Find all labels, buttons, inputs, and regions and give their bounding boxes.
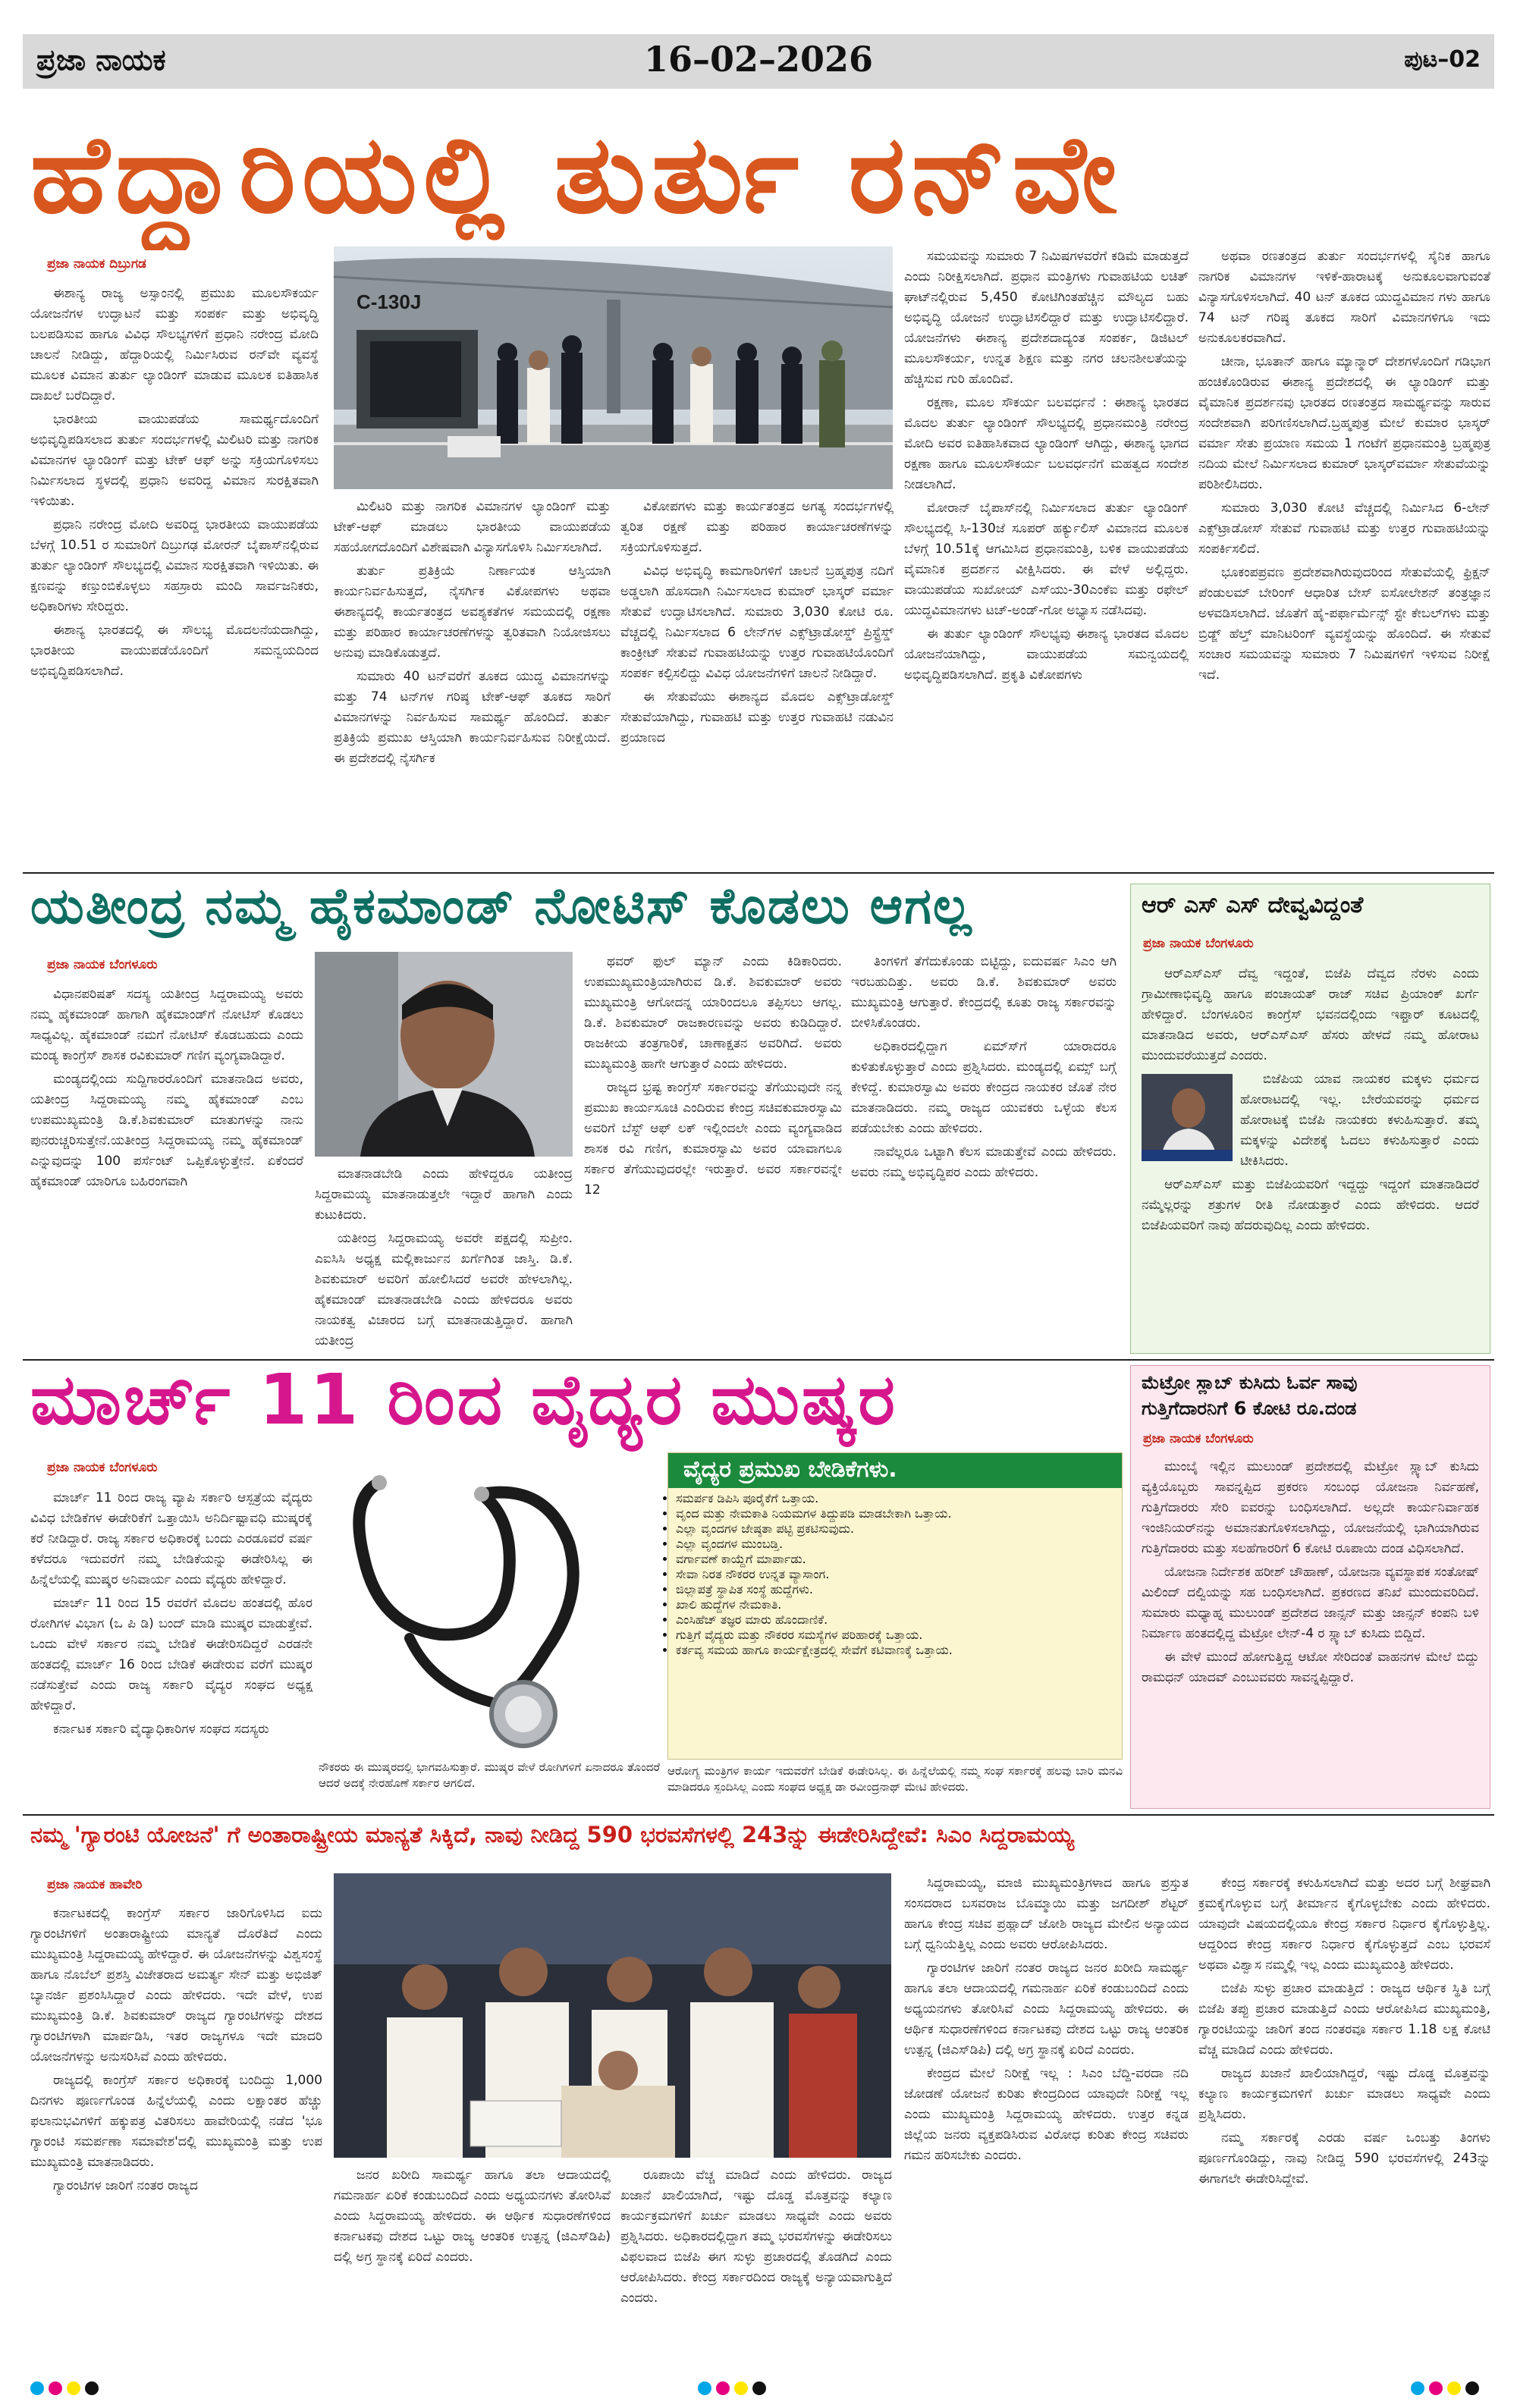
story4-col2	[319, 1760, 660, 1807]
story6-col5-p2: ಬಿಜೆಪಿ ಸುಳ್ಳು ಪ್ರಚಾರ ಮಾಡುತ್ತಿದೆ : ರಾಜ್ಯದ ಆರ್ಥಿಕ ಸ್ಥಿತಿ ಬಗ್ಗೆ ಬಿಜೆಪಿ ತಪ್ಪು ಪ್ರಚಾರ ಮಾಡುತ್ತಿದೆ ಎಂದು ಆರೋಪಿಸಿದ ಮುಖ್ಯಮಂತ್ರಿ, ಗ್ಯಾರಂಟಿಯನ್ನು ಜಾರಿಗೆ ತಂದ ನಂತರವೂ ಸರ್ಕಾರ 1.18 ಲಕ್ಷ ಕೋಟಿ ವೆಚ್ಚ ಮಾಡಿದೆ ಎಂದು ಹೇಳಿದರು.	[1198, 1981, 1490, 2058]
story1-col4-p2: ರಕ್ಷಣಾ, ಮೂಲ ಸೌಕರ್ಯ ಬಲವರ್ಧನೆ : ಈಶಾನ್ಯ ಭಾರತದ ಮೊದಲ ತುರ್ತು ಲ್ಯಾಂಡಿಂಗ್ ಸೌಲಭ್ಯದಲ್ಲಿ ಪ್ರಧಾನಮಂತ್ರಿ ನರೇಂದ್ರ ಮೋದಿ ಅವರ ಐತಿಹಾಸಿಕವಾದ ಲ್ಯಾಂಡಿಂಗ್ ಆಗಿದ್ದು, ಈಶಾನ್ಯ ಭಾಗದ ರಕ್ಷಣಾ ಹಾಗೂ ಮೂಲಸೌಕರ್ಯ ಬಲವರ್ಧನೆಗೆ ಮಹತ್ವದ ಸಂದೇಶ ನೀಡಲಾಗಿದೆ.	[904, 395, 1189, 492]
registration-marks-right	[1411, 2381, 1484, 2398]
yellow-dot-icon	[734, 2381, 748, 2395]
story6-col2	[334, 2165, 611, 2374]
story1-col1-p4: ಈಶಾನ್ಯ ಭಾರತದಲ್ಲಿ ಈ ಸೌಲಭ್ಯ ಮೊದಲನೆಯದಾಗಿದ್ದು, ಭಾರತೀಯ ವಾಯುಪಡೆಯೊಂದಿಗೆ ಸಮನ್ವಯದಿಂದ ಅಭಿವೃದ್ಧಿಪಡಿಸಲಾಗಿದೆ.	[30, 623, 319, 679]
issue-date: 16–02–2026	[643, 39, 874, 80]
black-dot-icon	[752, 2381, 766, 2395]
story2-col3	[584, 952, 842, 1354]
cyan-dot-icon	[698, 2381, 711, 2395]
story1-col5-p3: ಸುಮಾರು 3,030 ಕೋಟಿ ವೆಚ್ಚದಲ್ಲಿ ನಿರ್ಮಿಸಿದ 6-ಲೇನ್ ಎಕ್ಸ್‌ಟ್ರಾಡೋಸ್ ಸೇತುವೆ ಗುವಾಹಟಿ ಮತ್ತು ಉತ್ತರ ಗುವಾಹಟಿಯನ್ನು ಸಂಪರ್ಕಿಸಲಿದೆ.	[1198, 501, 1490, 557]
story4-demands-title: ವೈದ್ಯರ ಪ್ರಮುಖ ಬೇಡಿಕೆಗಳು.	[668, 1453, 1122, 1488]
story4-byline: ಪ್ರಜಾ ನಾಯಕ ಬೆಂಗಳೂರು	[47, 1460, 158, 1475]
story2-col3-p2: ರಾಜ್ಯದ ಭ್ರಷ್ಟ ಕಾಂಗ್ರೆಸ್ ಸರ್ಕಾರವನ್ನು ತೆಗೆಯುವುದೇ ನನ್ನ ಪ್ರಮುಖ ಕಾರ್ಯಸೂಚಿ ಎಂದಿರುವ ಕೇಂದ್ರ ಸಚಿವಕುಮಾರಸ್ವಾಮಿ ಅವರಿಗೆ ಬೆಸ್ಟ್ ಆಫ್ ಲಕ್ ಇಲ್ಲಿಂದಲೇ ಎಂದು ವ್ಯಂಗ್ಯವಾಡಿದ ಶಾಸಕ ರವಿ ಗಣಿಗ, ಕುಮಾರಸ್ವಾಮಿ ಅವರ ಯಾವಾಗಲೂ ಸರ್ಕಾರ ತೆಗೆಯುವುದರಲ್ಲೇ ಇರುತ್ತಾರೆ. ಅವರ ಸರ್ಕಾರವನ್ನೇ 12	[584, 1080, 842, 1198]
stethoscope-icon	[319, 1452, 660, 1756]
story1-col5	[1198, 246, 1490, 868]
portrait-illustration	[315, 952, 573, 1157]
story5-headline-line2: ಗುತ್ತಿಗೆದಾರನಿಗೆ 6 ಕೋಟಿ ರೂ.ದಂಡ	[1142, 1398, 1357, 1419]
story6-col1-p2: ರಾಜ್ಯದಲ್ಲಿ ಕಾಂಗ್ರೆಸ್ ಸರ್ಕಾರ ಅಧಿಕಾರಕ್ಕೆ ಬಂದಿದ್ದು 1,000 ದಿನಗಳು ಪೂರ್ಣಗೊಂಡ ಹಿನ್ನೆಲೆಯಲ್ಲಿ ಎಂದು ಲಕ್ಷಾಂತರ ಹೆಚ್ಚು ಫಲಾನುಭವಿಗಳಿಗೆ ಹಕ್ಕುಪತ್ರ ವಿತರಿಸಲು ಹಾವೇರಿಯಲ್ಲಿ ನಡೆದ 'ಭೂ ಗ್ಯಾರಂಟಿ ಸಮರ್ಪಣಾ ಸಮಾವೇಶ'ದಲ್ಲಿ ಮುಖ್ಯಮಂತ್ರಿ ಮತ್ತು ಉಪ ಮುಖ್ಯಮಂತ್ರಿ ಮಾತನಾಡಿದರು.	[30, 2073, 322, 2170]
story2-col4-p3: ನಾವೆಲ್ಲರೂ ಒಟ್ಟಾಗಿ ಕೆಲಸ ಮಾಡುತ್ತೇವೆ ಎಂದು ಹೇಳಿದರು. ಅವರು ನಮ್ಮ ಅಭಿವೃದ್ಧಿಪರ ಎಂದು ಹೇಳಿದರು.	[851, 1144, 1117, 1180]
story6-col1-p1: ಕರ್ನಾಟಕದಲ್ಲಿ ಕಾಂಗ್ರೆಸ್ ಸರ್ಕಾರ ಜಾರಿಗೊಳಿಸಿದ ಐದು ಗ್ಯಾರಂಟಿಗಳಿಗೆ ಅಂತಾರಾಷ್ಟ್ರೀಯ ಮಾನ್ಯತೆ ದೊರೆತಿದೆ ಎಂದು ಮುಖ್ಯಮಂತ್ರಿ ಸಿದ್ದರಾಮಯ್ಯ ಹೇಳಿದ್ದಾರೆ. ಈ ಯೋಜನೆಗಳನ್ನು ವಿಶ್ವಸಂಸ್ಥೆ ಹಾಗೂ ನೊಬೆಲ್ ಪ್ರಶಸ್ತಿ ವಿಜೇತರಾದ ಅಮರ್ತ್ಯ ಸೇನ್ ಮತ್ತು ಅಭಿಜಿತ್ ಬ್ಯಾನರ್ಜಿ ಪ್ರಶಂಸಿಸಿದ್ದಾರೆ ಎಂದು ಹೇಳಿದರು. ಇದೇ ವೇಳೆ, ಉಪ ಮುಖ್ಯಮಂತ್ರಿ ಡಿ.ಕೆ. ಶಿವಕುಮಾರ್ ರಾಜ್ಯದ ಗ್ಯಾರಂಟಿಗಳನ್ನು ದೇಶದ ಗ್ಯಾರಂಟಿಗಳಾಗಿ ಮಾರ್ಪಡಿಸಿ, ಇತರ ರಾಜ್ಯಗಳೂ ಇದೇ ಮಾದರಿ ಯೋಜನೆಗಳನ್ನು ಅನುಸರಿಸಿವೆ ಎಂದು ಹೇಳಿದರು.	[30, 1906, 322, 2064]
story6-col4	[904, 1873, 1189, 2374]
cyan-dot-icon	[1411, 2381, 1424, 2395]
story4-col1-p1: ಮಾರ್ಚ್ 11 ರಿಂದ ರಾಜ್ಯ ವ್ಯಾಪಿ ಸರ್ಕಾರಿ ಆಸ್ಪತ್ರೆಯ ವೈದ್ಯರು ವಿವಿಧ ಬೇಡಿಕೆಗಳ ಈಡೇರಿಕೆಗೆ ಒತ್ತಾಯಿಸಿ ಅನಿರ್ದಿಷ್ಟಾವಧಿ ಮುಷ್ಕರಕ್ಕೆ ಕರೆ ನೀಡಿದ್ದಾರೆ. ರಾಜ್ಯ ಸರ್ಕಾರ ಅಧಿಕಾರಕ್ಕೆ ಬಂದು ಎರಡೂವರೆ ವರ್ಷ ಕಳೆದರೂ ಇದುವರೆಗೆ ನಮ್ಮ ಬೇಡಿಕೆಯನ್ನು ಈಡೇರಿಸಿಲ್ಲ ಈ ಹಿನ್ನೆಲೆಯಲ್ಲಿ ಮುಷ್ಕರ ಅನಿವಾರ್ಯ ಎಂದು ವೈದ್ಯರು ಹೇಳಿದ್ದಾರೆ.	[30, 1490, 313, 1587]
demand-item: • ಸೇವಾ ನಿರತ ನೌಕರರ ಉನ್ನತ ವ್ಯಾಸಾಂಗ.	[676, 1567, 1114, 1582]
story6-col3	[620, 2165, 892, 2374]
story3-photo-speaker	[1142, 1074, 1233, 1161]
demand-item: • ವರ್ಗಾವಣೆ ಕಾಯ್ದೆಗೆ ಮಾರ್ಪಾಡು.	[676, 1552, 1114, 1567]
story2-col2	[315, 1164, 573, 1354]
story5-col1-p3: ಈ ವೇಳೆ ಮುಂದೆ ಹೋಗುತ್ತಿದ್ದ ಆಟೋ ಸೇರಿದಂತೆ ವಾಹನಗಳ ಮೇಲೆ ಬಿದ್ದು ರಾಮಧನ್ ಯಾದವ್ ಎಂಬುವವರು ಸಾವನ್ನಪ್ಪಿದ್ದಾರೆ.	[1142, 1650, 1479, 1685]
yellow-dot-icon	[67, 2381, 80, 2395]
story5-col1-p1: ಮುಂಬೈ ಇಲ್ಲಿನ ಮುಲುಂಡ್ ಪ್ರದೇಶದಲ್ಲಿ ಮೆಟ್ರೋ ಸ್ಲ್ಯಾಬ್ ಕುಸಿದು ವ್ಯಕ್ತಿಯೊಬ್ಬರು ಸಾವನ್ನಪ್ಪಿದ ಪ್ರಕರಣ ಸಂಬಂಧ ಯೋಜನಾ ನಿರ್ವಹಣೆ, ಗುತ್ತಿಗೆದಾರರು ಸೇರಿ ಐವರನ್ನು ಬಂಧಿಸಲಾಗಿದೆ. ಅಲ್ಲದೇ ಕಾರ್ಯನಿರ್ವಾಹಕ ಇಂಜಿನಿಯರ್‌ನನ್ನು ಅಮಾನತುಗೊಳಿಸಲಾಗಿದ್ದು, ಯೋಜನೆಯಲ್ಲಿ ಭಾಗಿಯಾಗಿರುವ ಗುತ್ತಿಗೆದಾರರು ಮತ್ತು ಸಲಹೆಗಾರರಿಗೆ 6 ಕೋಟಿ ರೂಪಾಯಿ ದಂಡ ವಿಧಿಸಲಾಗಿದೆ.	[1142, 1459, 1479, 1556]
story2-col2-p1: ಮಾತನಾಡಬೇಡಿ ಎಂದು ಹೇಳಿದ್ದರೂ ಯತೀಂದ್ರ ಸಿದ್ದರಾಮಯ್ಯ ಮಾತನಾಡುತ್ತಲೇ ಇದ್ದಾರೆ ಹಾಗಾಗಿ ಎಂದು ಕುಟುಕಿದರು.	[315, 1166, 573, 1223]
page-number: ಪುಟ–02	[1404, 46, 1481, 73]
yellow-dot-icon	[1447, 2381, 1461, 2395]
demand-item: • ಗುತ್ತಿಗೆ ವೈದ್ಯರು ಮತ್ತು ನೌಕರರ ಸಮಸ್ಯೆಗಳ ಪರಿಹಾರಕ್ಕೆ ಒತ್ತಾಯ.	[676, 1628, 1114, 1643]
story6-col5-p3: ರಾಜ್ಯದ ಖಜಾನೆ ಖಾಲಿಯಾಗಿದ್ದರೆ, ಇಷ್ಟು ದೊಡ್ಡ ಮೊತ್ತವನ್ನು ಕಲ್ಯಾಣ ಕಾರ್ಯಕ್ರಮಗಳಿಗೆ ಖರ್ಚು ಮಾಡಲು ಸಾಧ್ಯವೇ ಎಂದು ಪ್ರಶ್ನಿಸಿದರು.	[1198, 2066, 1490, 2122]
story2-col2-p2: ಯತೀಂದ್ರ ಸಿದ್ದರಾಮಯ್ಯ ಅವರೇ ಪಕ್ಷದಲ್ಲಿ ಸುಪ್ರೀಂ. ಎಐಸಿಸಿ ಅಧ್ಯಕ್ಷ ಮಲ್ಲಿಕಾರ್ಜುನ ಖರ್ಗೆಗಿಂತ ಜಾಸ್ತಿ. ಡಿ.ಕೆ. ಶಿವಕುಮಾರ್ ಅವರಿಗೆ ಹೋಲಿಸಿದರೆ ಅವರೇ ಹೇಳಲಾಗಿಲ್ಲ. ಹೈಕಮಾಂಡ್ ಮಾತನಾಡಬೇಡಿ ಎಂದು ಹೇಳಿದರೂ ಅವರು ನಾಯಕತ್ವ ವಿಚಾರದ ಬಗ್ಗೆ ಮಾತನಾಡುತ್ತಿದ್ದಾರೆ. ಹಾಗಾಗಿ ಯತೀಂದ್ರ	[315, 1231, 573, 1348]
story5-col1	[1142, 1457, 1479, 1802]
story1-col3-p1: ವಿಕೋಪಗಳು ಮತ್ತು ಕಾರ್ಯತಂತ್ರದ ಅಗತ್ಯ ಸಂದರ್ಭಗಳಲ್ಲಿ ತ್ವರಿತ ರಕ್ಷಣೆ ಮತ್ತು ಪರಿಹಾರ ಕಾರ್ಯಾಚರಣೆಗಳನ್ನು ಸಕ್ರಿಯಗೊಳಿಸುತ್ತದೆ.	[620, 499, 894, 555]
demand-item: • ಕರ್ತವ್ಯ ಸಮಯ ಹಾಗೂ ಕಾರ್ಯಕ್ಷೇತ್ರದಲ್ಲಿ ಸೇವೆಗೆ ಕಟಿವಾಣಕ್ಕೆ ಒತ್ತಾಯ.	[676, 1643, 1114, 1658]
registration-marks-center	[698, 2381, 771, 2398]
story2-byline: ಪ್ರಜಾ ನಾಯಕ ಬೆಂಗಳೂರು	[47, 957, 158, 972]
svg-text:C-130J: C-130J	[356, 290, 422, 313]
story2-col3-p1: ಥವರ್ ಫುಲ್ ಮ್ಯಾನ್ ಎಂದು ಕಿಡಿಕಾರಿದರು. ಉಪಮುಖ್ಯಮಂತ್ರಿಯಾಗಿರುವ ಡಿ.ಕೆ. ಶಿವಕುಮಾರ್ ಅವರು ಮುಖ್ಯಮಂತ್ರಿ ಆಗೋದನ್ನ ಯಾರಿಂದಲೂ ತಪ್ಪಿಸಲು ಆಗಲ್ಲ. ಡಿ.ಕೆ. ಶಿವಕುಮಾರ್ ರಾಜಕಾರಣವನ್ನು ಅವರು ಕುಡಿದಿದ್ದಾರೆ. ರಾಜಕೀಯ ತಂತ್ರಗಾರಿಕೆ, ಚಾಣಾಕ್ಷತನ ಅವರಿಗಿದೆ. ಅವರು ಮುಖ್ಯಮಂತ್ರಿ ಹಾಗೇ ಆಗುತ್ತಾರೆ ಎಂದು ಹೇಳಿದರು.	[584, 954, 842, 1072]
story2-col1-p2: ಮಂಡ್ಯದಲ್ಲಿಂದು ಸುದ್ದಿಗಾರರೊಂದಿಗೆ ಮಾತನಾಡಿದ ಅವರು, ಯತೀಂದ್ರ ಸಿದ್ದರಾಮಯ್ಯ ನಮ್ಮ ಹೈಕಮಾಂಡ್ ಎಂಬ ಉಪಮುಖ್ಯಮಂತ್ರಿ ಡಿ.ಕೆ.ಶಿವಕುಮಾರ್ ಮಾತುಗಳನ್ನು ನಾನು ಪುನರುಚ್ಚರಿಸುತ್ತೇನೆ.ಯತೀಂದ್ರ ಸಿದ್ದರಾಮಯ್ಯ ನಮ್ಮ ಹೈಕಮಾಂಡ್ ಎನ್ನುವುದನ್ನು 100 ಪರ್ಸೆಂಟ್ ಒಪ್ಪಿಕೊಳ್ಳುತ್ತೇನೆ. ಏಕೆಂದರೆ ಹೈಕಮಾಂಡ್ ಯಾರಿಗೂ ಬಹಿರಂಗವಾಗಿ	[30, 1072, 303, 1189]
story6-col4-p3: ಕೇಂದ್ರದ ಮೇಲೆ ನಿರೀಕ್ಷೆ ಇಲ್ಲ : ಸಿಎಂ ಬೆದ್ದಿ-ವರದಾ ನದಿ ಜೋಡಣೆ ಯೋಜನೆ ಕುರಿತು ಕೇಂದ್ರದಿಂದ ಯಾವುದೇ ನಿರೀಕ್ಷೆ ಇಲ್ಲ ಎಂದು ಮುಖ್ಯಮಂತ್ರಿ ಸಿದ್ದರಾಮಯ್ಯ ಹೇಳಿದರು. ಉತ್ತರ ಕನ್ನಡ ಜಿಲ್ಲೆಯ ಜನರು ವ್ಯಕ್ತಪಡಿಸಿರುವ ವಿರೋಧ ಕುರಿತು ಕೇಂದ್ರ ಸಚಿವರು ಗಮನ ಹರಿಸಬೇಕು ಎಂದರು.	[904, 2066, 1189, 2163]
magenta-dot-icon	[1429, 2381, 1443, 2395]
divider-story2	[23, 1359, 1494, 1361]
story6-headline: ನಮ್ಮ 'ಗ್ಯಾರಂಟಿ ಯೋಜನೆ' ಗೆ ಅಂತಾರಾಷ್ಟ್ರೀಯ ಮಾನ್ಯತೆ ಸಿಕ್ಕಿದೆ, ನಾವು ನೀಡಿದ್ದ 590 ಭರವಸೆಗಳಲ್ಲಿ 243ನ್ನು ಈಡೇರಿಸಿದ್ದೇವೆ: ಸಿಎಂ ಸಿದ್ದರಾಮಯ್ಯ	[30, 1824, 1075, 1848]
story1-photo-aircraft	[334, 246, 893, 489]
story1-col3	[620, 497, 894, 868]
story4-col1-p2: ಮಾರ್ಚ್ 11 ರಿಂದ 15 ರವರೆಗೆ ಮೊದಲ ಹಂತದಲ್ಲಿ ಹೊರ ರೋಗಿಗಳ ವಿಭಾಗ (ಒ ಪಿ ಡಿ) ಬಂದ್ ಮಾಡಿ ಮುಷ್ಕರ ಮಾಡುತ್ತೇವೆ. ಒಂದು ವೇಳೆ ಸರ್ಕಾರ ನಮ್ಮ ಬೇಡಿಕೆ ಈಡೇರಿಸದಿದ್ದರೆ ಎರಡನೇ ಹಂತದಲ್ಲಿ ಮಾರ್ಚ್ 16 ರಿಂದ ಬೇಡಿಕೆ ಈಡೇರುವ ವರೆಗೆ ಮುಷ್ಕರ ನಡೆಸುತ್ತೇವೆ ಎಂದು ರಾಜ್ಯ ಸರ್ಕಾರಿ ವೈದ್ಯರ ಸಂಘದ ಅಧ್ಯಕ್ಷ ಹೇಳಿದ್ದಾರೆ.	[30, 1596, 313, 1713]
paper-name: ಪ್ರಜಾ ನಾಯಕ	[36, 43, 166, 77]
story4-headline: ಮಾರ್ಚ್ 11 ರಿಂದ ವೈದ್ಯರ ಮುಷ್ಕರ	[30, 1365, 898, 1440]
magenta-dot-icon	[716, 2381, 730, 2395]
story4-demands-list	[668, 1488, 1122, 1661]
story1-col1-p2: ಭಾರತೀಯ ವಾಯುಪಡೆಯ ಸಾಮರ್ಥ್ಯದೊಂದಿಗೆ ಅಭಿವೃದ್ಧಿಪಡಿಸಲಾದ ತುರ್ತು ಸಂದರ್ಭಗಳಲ್ಲಿ ಮಿಲಿಟರಿ ಮತ್ತು ನಾಗರಿಕ ವಿಮಾನಗಳ ಲ್ಯಾಂಡಿಂಗ್ ಮತ್ತು ಟೇಕ್ ಆಫ್ ಅನ್ನು ಸಕ್ರಿಯಗೊಳಿಸಲು ನಿರ್ಮಿಸಲಾದ ಸ್ಥಳದಲ್ಲಿ ಪ್ರಧಾನಿ ಅವರಿದ್ದ ವಿಮಾನ ಸುರಕ್ಷಿತವಾಗಿ ಇಳಿಯಿತು.	[30, 412, 319, 509]
aircraft-illustration	[334, 246, 893, 489]
demand-item: • ಎಂಸಿಹೆಚ್ ತಜ್ಞರ ಮಾರು ಹೊಂದಾಣಿಕೆ.	[676, 1612, 1114, 1628]
story1-col2	[334, 497, 611, 868]
story3-headline: ಆರ್ ಎಸ್ ಎಸ್ ದೇವ್ವವಿದ್ದಂತೆ	[1142, 892, 1364, 918]
story3-byline: ಪ್ರಜಾ ನಾಯಕ ಬೆಂಗಳೂರು	[1143, 936, 1254, 951]
black-dot-icon	[85, 2381, 99, 2395]
black-dot-icon	[1465, 2381, 1479, 2395]
story3-col1	[1142, 964, 1479, 1347]
event-illustration	[334, 1873, 891, 2158]
story2-col1	[30, 984, 303, 1355]
story1-col3-p2: ವಿವಿಧ ಅಭಿವೃದ್ಧಿ ಕಾಮಗಾರಿಗಳಿಗೆ ಚಾಲನೆ ಬ್ರಹ್ಮಪುತ್ರ ನದಿಗೆ ಅಡ್ಡಲಾಗಿ ಹೊಸದಾಗಿ ನಿರ್ಮಿಸಲಾದ ಕುಮಾರ್ ಭಾಸ್ಕರ್ ವರ್ಮಾ ಸೇತುವೆ ಉದ್ಘಾಟಿಸಲಾಗಿದೆ. ಸುಮಾರು 3,030 ಕೋಟಿ ರೂ. ವೆಚ್ಚದಲ್ಲಿ ನಿರ್ಮಿಸಲಾದ 6 ಲೇನ್‌ಗಳ ಎಕ್ಸ್‌ಟ್ರಾಡೋಸ್ಡ್ ಪ್ರಿಸ್ಟ್ರೆಸ್ಡ್ ಕಾಂಕ್ರೀಟ್ ಸೇತುವೆ ಗುವಾಹಟಿಯನ್ನು ಉತ್ತರ ಗುವಾಹಟಿಯೊಂದಿಗೆ ಸಂಪರ್ಕ ಕಲ್ಪಿಸಲಿದ್ದು ವಿವಿಧ ಯೋಜನೆಗಳಿಗೆ ಚಾಲನೆ ನೀಡಿದ್ದಾರೆ.	[620, 564, 894, 681]
demand-item: • ಸಮರ್ಪಕ ಡಿಪಿಸಿ ಪೂರೈಕೆಗೆ ಒತ್ತಾಯ.	[676, 1491, 1114, 1506]
story1-col4-p4: ಈ ತುರ್ತು ಲ್ಯಾಂಡಿಂಗ್ ಸೌಲಭ್ಯವು ಈಶಾನ್ಯ ಭಾರತದ ಮೊದಲ ಯೋಜನೆಯಾಗಿದ್ದು, ವಾಯುಪಡೆಯ ಸಮನ್ವಯದಲ್ಲಿ ಅಭಿವೃದ್ಧಿಪಡಿಸಲಾಗಿದೆ. ಪ್ರಕೃತಿ ವಿಕೋಪಗಳು	[904, 626, 1189, 683]
story1-col1-p1: ಈಶಾನ್ಯ ರಾಜ್ಯ ಅಸ್ಸಾಂನಲ್ಲಿ ಪ್ರಮುಖ ಮೂಲಸೌಕರ್ಯ ಯೋಜನೆಗಳ ಉದ್ಘಾಟನೆ ಮತ್ತು ಸಂಪರ್ಕ ಮತ್ತು ಅಭಿವೃದ್ಧಿ ಬಲಪಡಿಸುವ ಹಾಗೂ ವಿವಿಧ ಸೌಲಭ್ಯಗಳಿಗೆ ಪ್ರಧಾನಿ ನರೇಂದ್ರ ಮೋದಿ ಚಾಲನೆ ನೀಡಿದ್ದು, ಹೆದ್ದಾರಿಯಲ್ಲಿ ನಿರ್ಮಿಸಿರುವ ರನ್‌ವೇ ವ್ಯವಸ್ಥೆ ಮೂಲಕ ವಿಮಾನ ತುರ್ತು ಲ್ಯಾಂಡಿಂಗ್ ಮಾಡುವ ಮೂಲಕ ಐತಿಹಾಸಿಕ ದಾಖಲೆ ಬರೆದಿದ್ದಾರೆ.	[30, 286, 319, 403]
story5-box	[1130, 1365, 1490, 1809]
story2-col4-p1: ತಿಂಗಳಿಗೆ ತೆಗೆದುಕೊಂಡು ಬಿಟ್ಟಿದ್ದು, ಐದುವರ್ಷ ಸಿಎಂ ಆಗಿ ಇರಬಹುದಿತ್ತು. ಅವರು ಡಿ.ಕೆ. ಶಿವಕುಮಾರ್ ಅವರು ಮುಖ್ಯಮಂತ್ರಿ ಆಗುತ್ತಾರೆ. ಕೇಂದ್ರದಲ್ಲಿ ಕೂತು ರಾಜ್ಯ ಸರ್ಕಾರವನ್ನು ಬೀಳಿಸಿಕೊಂಡರು.	[851, 954, 1117, 1031]
demand-item: • ವೃಂದ ಮತ್ತು ನೇಮಕಾತಿ ನಿಯಮಗಳ ತಿದ್ದುಪಡಿ ಮಾಡಬೇಕಾಗಿ ಒತ್ತಾಯ.	[676, 1506, 1114, 1521]
story6-col1	[30, 1904, 322, 2374]
story1-col2-p3: ಸುಮಾರು 40 ಟನ್‌ವರೆಗೆ ತೂಕದ ಯುದ್ಧ ವಿಮಾನಗಳನ್ನು ಮತ್ತು 74 ಟನ್‌ಗಳ ಗರಿಷ್ಠ ಟೇಕ್-ಆಫ್ ತೂಕದ ಸಾರಿಗೆ ವಿಮಾನಗಳನ್ನು ನಿರ್ವಹಿಸುವ ಸಾಮರ್ಥ್ಯ ಹೊಂದಿದೆ. ತುರ್ತು ಪ್ರತಿಕ್ರಿಯೆ ಪ್ರಮುಖ ಆಸ್ತಿಯಾಗಿ ಕಾರ್ಯನಿರ್ವಹಿಸುವ ನಿರೀಕ್ಷೆಯಿದೆ. ಈ ಪ್ರದೇಶದಲ್ಲಿ ನೈಸರ್ಗಿಕ	[334, 669, 611, 766]
story6-col5-p1: ಕೇಂದ್ರ ಸರ್ಕಾರಕ್ಕೆ ಕಳುಹಿಸಲಾಗಿದೆ ಮತ್ತು ಅದರ ಬಗ್ಗೆ ಶೀಘ್ರವಾಗಿ ಕ್ರಮಕೈಗೊಳ್ಳುವ ಬಗ್ಗೆ ತೀರ್ಮಾನ ಕೈಗೊಳ್ಳಬೇಕು ಎಂದು ಹೇಳಿದರು. ಯಾವುದೇ ವಿಷಯದಲ್ಲಿಯೂ ಕೇಂದ್ರ ಸರ್ಕಾರ ನಿರ್ಧಾರ ಕೈಗೊಳ್ಳುತ್ತಿಲ್ಲ. ಆದ್ದರಿಂದ ಕೇಂದ್ರ ಸರ್ಕಾರ ನಿರ್ಧಾರ ಕೈಗೊಳ್ಳುತ್ತದೆ ಎಂಬ ಭರವಸೆ ಅಥವಾ ವಿಶ್ವಾಸ ನಮ್ಮಲ್ಲಿ ಇಲ್ಲ ಎಂದು ಮುಖ್ಯಮಂತ್ರಿ ಹೇಳಿದರು.	[1198, 1876, 1490, 1973]
story5-col1-p2: ಯೋಜನಾ ನಿರ್ದೇಶಕ ಹರೀಶ್ ಚೌಹಾಣ್, ಯೋಜನಾ ವ್ಯವಸ್ಥಾಪಕ ಸಂತೋಷ್ ಮಿಲಿಂದ್ ದಲ್ವಿಯನ್ನು ಸಹ ಬಂಧಿಸಲಾಗಿದೆ. ಪ್ರಕರಣದ ತನಿಖೆ ಮುಂದುವರಿದಿದೆ. ಸುಮಾರು ಮಧ್ಯಾಹ್ನ ಮುಲುಂಡ್ ಪ್ರದೇಶದ ಜಾನ್ಸನ್ ಮತ್ತು ಜಾನ್ಸನ್ ಕಂಪನಿ ಬಳಿ ನಿರ್ಮಾಣ ಹಂತದಲ್ಲಿದ್ದ ಮೆಟ್ರೋ ಲೇನ್-4 ರ ಸ್ಲ್ಯಾಬ್ ಕುಸಿದು ಬಿದ್ದಿದೆ.	[1142, 1565, 1479, 1641]
cyan-dot-icon	[30, 2381, 44, 2395]
story4-col2-p1: ನೌಕರರು ಈ ಮುಷ್ಕರದಲ್ಲಿ ಭಾಗವಹಿಸುತ್ತಾರೆ. ಮುಷ್ಕರ ವೇಳೆ ರೋಗಿಗಳಿಗೆ ಏನಾದರೂ ತೊಂದರೆ ಆದರೆ ಅದಕ್ಕೆ ನೇರಹೊಣೆ ಸರ್ಕಾರ ಆಗಲಿದೆ.	[319, 1760, 660, 1790]
story2-col4	[851, 952, 1117, 1354]
story1-col3-p3: ಈ ಸೇತುವೆಯು ಈಶಾನ್ಯದ ಮೊದಲ ಎಕ್ಸ್‌ಟ್ರಾಡೋಸ್ಡ್ ಸೇತುವೆಯಾಗಿದ್ದು, ಗುವಾಹಟಿ ಮತ್ತು ಉತ್ತರ ಗುವಾಹಟಿ ನಡುವಿನ ಪ್ರಯಾಣದ	[620, 689, 894, 746]
story2-col4-p2: ಅಧಿಕಾರದಲ್ಲಿದ್ದಾಗ ಏಮ್‌ಸ್‌ಗೆ ಯಾರಾದರೂ ಕುಳಿತುಕೊಳ್ಳುತ್ತಾರೆ ಎಂದು ಪ್ರಶ್ನಿಸಿದರು. ಮಂಡ್ಯದಲ್ಲಿ ಏಮ್ಸ್ ಬಗ್ಗೆ ಕೇಳಿದ್ದೆ. ಕುಮಾರಸ್ವಾಮಿ ಅವರು ಕೇಂದ್ರದ ನಾಯಕರ ಜೊತೆ ನೇರ ಮಾತನಾಡಿದರು. ನಮ್ಮ ರಾಜ್ಯದ ಯುವಕರು ಒಳ್ಳೆಯ ಕೆಲಸ ಪಡೆಯಬೇಕು ಎಂದು ಹೇಳಿದರು.	[851, 1039, 1117, 1136]
divider-story4	[23, 1814, 1494, 1816]
demand-item: • ಎಲ್ಲಾ ವೃಂದಗಳ ಜೇಷ್ಠತಾ ಪಟ್ಟಿ ಪ್ರಕಟಿಸುವುದು.	[676, 1521, 1114, 1537]
story3-col1-p1: ಆರ್‌ಎಸ್‌ಎಸ್ ದೆವ್ವ ಇದ್ದಂತೆ, ಬಿಜೆಪಿ ದೆವ್ವದ ನೆರಳು ಎಂದು ಗ್ರಾಮೀಣಾಭಿವೃದ್ಧಿ ಹಾಗೂ ಪಂಚಾಯತ್ ರಾಜ್ ಸಚಿವ ಪ್ರಿಯಾಂಕ್ ಖರ್ಗೆ ಹೇಳಿದ್ದಾರೆ. ಬೆಂಗಳೂರಿನ ಕಾಂಗ್ರೆಸ್ ಭವನದಲ್ಲಿಂದು ಇಫ್ತಾರ್ ಕೂಟದಲ್ಲಿ ಮಾತನಾಡಿದ ಅವರು, ಆರ್‌ಎಸ್‌ಎಸ್ ಹೆಸರು ಹೇಳದೆ ನಮ್ಮ ಹೋರಾಟ ಮುಂದುವರೆಯುತ್ತದೆ ಎಂದರು.	[1142, 966, 1479, 1063]
story2-col1-p1: ವಿಧಾನಪರಿಷತ್ ಸದಸ್ಯ ಯತೀಂದ್ರ ಸಿದ್ದರಾಮಯ್ಯ ಅವರು ನಮ್ಮ ಹೈಕಮಾಂಡ್ ಹಾಗಾಗಿ ಹೈಕಮಾಂಡ್‌ಗೆ ನೋಟಿಸ್ ಕೊಡಲು ಸಾಧ್ಯವಿಲ್ಲ. ಹೈಕಮಾಂಡ್ ನಮಗೆ ನೋಟಿಸ್ ಕೊಡಬಹುದು ಎಂದು ಮಂಡ್ಯ ಕಾಂಗ್ರೆಸ್ ಶಾಸಕ ರವಿಕುಮಾರ್ ಗಣಿಗ ವ್ಯಂಗ್ಯವಾಡಿದ್ದಾರೆ.	[30, 987, 303, 1063]
story5-headline-line1: ಮೆಟ್ರೋ ಸ್ಲಾಬ್ ಕುಸಿದು ಓರ್ವ ಸಾವು	[1142, 1372, 1358, 1393]
story4-col3	[667, 1763, 1123, 1809]
story1-col4-p1: ಸಮಯವನ್ನು ಸುಮಾರು 7 ನಿಮಿಷಗಳವರೆಗೆ ಕಡಿಮೆ ಮಾಡುತ್ತದೆ ಎಂದು ನಿರೀಕ್ಷಿಸಲಾಗಿದೆ. ಪ್ರಧಾನ ಮಂತ್ರಿಗಳು ಗುವಾಹಟಿಯ ಲಚಿತ್ ಘಾಟ್‌ನಲ್ಲಿರುವ 5,450 ಕೋಟಿಗಿಂತಹೆಚ್ಚಿನ ಮೌಲ್ಯದ ಬಹು ಅಭಿವೃದ್ಧಿ ಯೋಜನೆ ಉದ್ಘಾಟಿಸಲಿದ್ದಾರೆ ಮತ್ತು ಉದ್ಘಾಟಿಸಲಿದ್ದಾರೆ. ಯೋಜನೆಗಳು ಈಶಾನ್ಯ ಪ್ರದೇಶದಾದ್ಯಂತ ಸಂಪರ್ಕ, ಡಿಜಿಟಲ್ ಮೂಲಸೌಕರ್ಯ, ಉನ್ನತ ಶಿಕ್ಷಣ ಮತ್ತು ನಗರ ಚಲನಶೀಲತೆಯನ್ನು ಹೆಚ್ಚಿಸುವ ಗುರಿ ಹೊಂದಿವೆ.	[904, 249, 1189, 387]
story1-col5-p2: ಚೀನಾ, ಭೂತಾನ್ ಹಾಗೂ ಮ್ಯಾನ್ಮಾರ್ ದೇಶಗಳೊಂದಿಗೆ ಗಡಿಭಾಗ ಹಂಚಿಕೊಂಡಿರುವ ಈಶಾನ್ಯ ಪ್ರದೇಶದಲ್ಲಿ ಈ ಲ್ಯಾಂಡಿಂಗ್ ಮತ್ತು ವೈಮಾನಿಕ ಪ್ರದರ್ಶನವು ಭಾರತದ ರಣತಂತ್ರದ ಸಾಮರ್ಥ್ಯವನ್ನು ಸಾರುವ ಸಂದೇಶವಾಗಿ ಪರಿಗಣಿಸಲಾಗಿದೆ.ಬ್ರಹ್ಮಪುತ್ರ ಮೇಲೆ ಕುಮಾರ ಭಾಸ್ಕರ್ ವರ್ಮಾ ಸೇತು ಪ್ರಯಾಣ ಸಮಯ 1 ಗಂಟೆಗೆ ಪ್ರಧಾನಮಂತ್ರಿ ಬ್ರಹ್ಮಪುತ್ರ ನದಿಯ ಮೇಲೆ ನಿರ್ಮಿಸಲಾದ ಕುಮಾರ್ ಭಾಸ್ಕರ್‌ವರ್ಮಾ ಸೇತುವೆಯನ್ನು ಪರಿಶೀಲಿಸಿದರು.	[1198, 354, 1490, 492]
demand-item: • ಎಲ್ಲಾ ವೃಂದಗಳ ಮುಂಬಡ್ತಿ.	[676, 1537, 1114, 1552]
story6-col5	[1198, 1873, 1490, 2374]
story2-headline: ಯತೀಂದ್ರ ನಮ್ಮ ಹೈಕಮಾಂಡ್ ನೋಟಿಸ್ ಕೊಡಲು ಆಗಲ್ಲ	[30, 881, 973, 935]
story1-byline: ಪ್ರಜಾ ನಾಯಕ ದಿಬ್ರುಗಡ	[47, 256, 146, 272]
story6-byline: ಪ್ರಜಾ ನಾಯಕ ಹಾವೇರಿ	[47, 1877, 143, 1892]
story1-col4-p3: ಮೋರಾನ್ ಬೈಪಾಸ್‌ನಲ್ಲಿ ನಿರ್ಮಿಸಲಾದ ತುರ್ತು ಲ್ಯಾಂಡಿಂಗ್ ಸೌಲಭ್ಯದಲ್ಲಿ ಸಿ-130ಜೆ ಸೂಪರ್ ಹರ್ಕ್ಯುಲಿಸ್ ವಿಮಾನದ ಮೂಲಕ ಬೆಳಗ್ಗೆ 10.51ಕ್ಕೆ ಆಗಮಿಸಿದ ಪ್ರಧಾನಮಂತ್ರಿ, ಬಳಿಕ ವಾಯುಪಡೆಯ ವೈಮಾನಿಕ ಪ್ರದರ್ಶನ ವೀಕ್ಷಿಸಿದರು. ಈ ವೇಳೆ ಅಲ್ಲಿದ್ದರು. ವಾಯುಪಡೆಯ ಸುಖೋಯ್ ಎಸ್‌ಯು-30ಎಂಕೆಐ ಮತ್ತು ರಫೇಲ್ ಯುದ್ಧವಿಮಾನಗಳು ಟಚ್-ಅಂಡ್-ಗೋ ಅಭ್ಯಾಸ ನಡೆಸಿದವು.	[904, 501, 1189, 618]
story6-col4-p1: ಸಿದ್ದರಾಮಯ್ಯ, ಮಾಜಿ ಮುಖ್ಯಮಂತ್ರಿಗಳಾದ ಹಾಗೂ ಪ್ರಸ್ತುತ ಸಂಸದರಾದ ಬಸವರಾಜ ಬೊಮ್ಮಾಯಿ ಮತ್ತು ಜಗದೀಶ್ ಶೆಟ್ಟರ್ ಹಾಗೂ ಕೇಂದ್ರ ಸಚಿವ ಪ್ರಹ್ಲಾದ್ ಜೋಶಿ ರಾಜ್ಯದ ಮೇಲಿನ ಅನ್ಯಾಯದ ಬಗ್ಗೆ ಧ್ವನಿಯೆತ್ತಿಲ್ಲ ಎಂದು ಅವರು ಆರೋಪಿಸಿದರು.	[904, 1876, 1189, 1952]
story4-photo-stethoscope	[319, 1452, 660, 1756]
story3-box	[1130, 884, 1490, 1354]
magenta-dot-icon	[49, 2381, 62, 2395]
story6-col2-p1: ಜನರ ಖರೀದಿ ಸಾಮರ್ಥ್ಯ ಹಾಗೂ ತಲಾ ಆದಾಯದಲ್ಲಿ ಗಮನಾರ್ಹ ಏರಿಕೆ ಕಂಡುಬಂದಿದೆ ಎಂದು ಅಧ್ಯಯನಗಳು ತೋರಿಸಿವೆ ಎಂದು ಸಿದ್ದರಾಮಯ್ಯ ಹೇಳಿದರು. ಈ ಆರ್ಥಿಕ ಸುಧಾರಣೆಗಳಿಂದ ಕರ್ನಾಟಕವು ದೇಶದ ಒಟ್ಟು ರಾಜ್ಯ ಆಂತರಿಕ ಉತ್ಪನ್ನ (ಜಿಎಸ್‌ಡಿಪಿ) ದಲ್ಲಿ ಅಗ್ರ ಸ್ಥಾನಕ್ಕೆ ಏರಿದೆ ಎಂದರು.	[334, 2168, 611, 2265]
story6-col5-p4: ನಮ್ಮ ಸರ್ಕಾರಕ್ಕೆ ಎರಡು ವರ್ಷ ಒಂಬತ್ತು ತಿಂಗಳು ಪೂರ್ಣಗೊಂಡಿದ್ದು, ನಾವು ನೀಡಿದ್ದ 590 ಭರವಸೆಗಳಲ್ಲಿ 243ನ್ನು ಈಗಾಗಲೇ ಈಡೇರಿಸಿದ್ದೇವೆ.	[1198, 2130, 1490, 2187]
story4-col1	[30, 1488, 313, 1807]
masthead	[23, 34, 1494, 89]
story1-col4	[904, 246, 1189, 868]
story1-col5-p1: ಅಥವಾ ರಣತಂತ್ರದ ತುರ್ತು ಸಂದರ್ಭಗಳಲ್ಲಿ ಸೈನಿಕ ಹಾಗೂ ನಾಗರಿಕ ವಿಮಾನಗಳ ಇಳಿಕೆ-ಹಾರಾಟಕ್ಕೆ ಅನುಕೂಲವಾಗುವಂತೆ ವಿನ್ಯಾಸಗೊಳಿಸಲಾಗಿದೆ. 40 ಟನ್ ತೂಕದ ಯುದ್ಧವಿಮಾನ ಗಳು ಹಾಗೂ 74 ಟನ್ ಗರಿಷ್ಠ ತೂಕದ ಸಾರಿಗೆ ವಿಮಾನಗಳಿಗೂ ಇದು ಅನುಕೂಲಕರವಾಗಿದೆ.	[1198, 249, 1490, 346]
story4-col1-p3: ಕರ್ನಾಟಕ ಸರ್ಕಾರಿ ವೈದ್ಯಾಧಿಕಾರಿಗಳ ಸಂಘದ ಸದಸ್ಯರು	[53, 1722, 269, 1737]
speaker-illustration	[1142, 1074, 1233, 1161]
story6-col4-p2: ಗ್ಯಾರಂಟಿಗಳ ಜಾರಿಗೆ ನಂತರ ರಾಜ್ಯದ ಜನರ ಖರೀದಿ ಸಾಮರ್ಥ್ಯ ಹಾಗೂ ತಲಾ ಆದಾಯದಲ್ಲಿ ಗಮನಾರ್ಹ ಏರಿಕೆ ಕಂಡುಬಂದಿದೆ ಎಂದು ಅಧ್ಯಯನಗಳು ತೋರಿಸಿವೆ ಎಂದು ಸಿದ್ದರಾಮಯ್ಯ ಹೇಳಿದರು. ಈ ಆರ್ಥಿಕ ಸುಧಾರಣೆಗಳಿಂದ ಕರ್ನಾಟಕವು ದೇಶದ ಒಟ್ಟು ರಾಜ್ಯ ಆಂತರಿಕ ಉತ್ಪನ್ನ (ಜಿಎಸ್‌ಡಿಪಿ) ದಲ್ಲಿ ಅಗ್ರ ಸ್ಥಾನಕ್ಕೆ ಏರಿದೆ ಎಂದರು.	[904, 1961, 1189, 2058]
story4-demands-box	[667, 1452, 1123, 1760]
story3-col1-p2: ಬಿಜೆಪಿಯ ಯಾವ ನಾಯಕರ ಮಕ್ಕಳು ಧರ್ಮದ ಹೋರಾಟದಲ್ಲಿ ಇಲ್ಲ. ಬೇರೆಯವರನ್ನು ಧರ್ಮದ ಹೋರಾಟಕ್ಕೆ ಬಿಜೆಪಿ ನಾಯಕರು ಕಳುಹಿಸುತ್ತಾರೆ. ತಮ್ಮ ಮಕ್ಕಳನ್ನು ವಿದೇಶಕ್ಕೆ ಓದಲು ಕಳುಹಿಸುತ್ತಾರೆ ಎಂದು ಟೀಕಿಸಿದರು.	[1240, 1072, 1479, 1169]
story1-col1-p3: ಪ್ರಧಾನಿ ನರೇಂದ್ರ ಮೋದಿ ಅವರಿದ್ದ ಭಾರತೀಯ ವಾಯುಪಡೆಯ ಬೆಳಗ್ಗೆ 10.51 ರ ಸುಮಾರಿಗೆ ದಿಬ್ರುಗಢ ಮೋರನ್ ಬೈಪಾಸ್‌ನಲ್ಲಿರುವ ತುರ್ತು ಲ್ಯಾಂಡಿಂಗ್ ಸೌಲಭ್ಯದಲ್ಲಿ ವಿಮಾನ ಸುರಕ್ಷಿತವಾಗಿ ಇಳಿಯಿತು. ಈ ಕ್ಷಣವನ್ನು ಕಣ್ತುಂಬಿಕೊಳ್ಳಲು ಸಹಸ್ರಾರು ಮಂದಿ ಸಾರ್ವಜನಿಕರು, ಅಧಿಕಾರಿಗಳು ಸೇರಿದ್ದರು.	[30, 517, 319, 614]
demand-item: • ಖಾಲಿ ಹುದ್ದೆಗಳ ನೇಮಕಾತಿ.	[676, 1597, 1114, 1612]
story6-col3-p1: ರೂಪಾಯಿ ವೆಚ್ಚ ಮಾಡಿದೆ ಎಂದು ಹೇಳಿದರು. ರಾಜ್ಯದ ಖಜಾನೆ ಖಾಲಿಯಾಗಿದೆ, ಇಷ್ಟು ದೊಡ್ಡ ಮೊತ್ತವನ್ನು ಕಲ್ಯಾಣ ಕಾರ್ಯಕ್ರಮಗಳಿಗೆ ಖರ್ಚು ಮಾಡಲು ಸಾಧ್ಯವೇ ಎಂದು ಅವರು ಪ್ರಶ್ನಿಸಿದರು. ಅಧಿಕಾರದಲ್ಲಿದ್ದಾಗ ತಮ್ಮ ಭರವಸೆಗಳನ್ನು ಈಡೇರಿಸಲು ವಿಫಲವಾದ ಬಿಜೆಪಿ ಈಗ ಸುಳ್ಳು ಪ್ರಚಾರದಲ್ಲಿ ತೊಡಗಿದೆ ಎಂದು ಆರೋಪಿಸಿದರು. ಕೇಂದ್ರ ಸರ್ಕಾರದಿಂದ ರಾಜ್ಯಕ್ಕೆ ಅನ್ಯಾಯವಾಗುತ್ತಿದೆ ಎಂದರು.	[620, 2168, 892, 2306]
story1-col2-p1: ಮಿಲಿಟರಿ ಮತ್ತು ನಾಗರಿಕ ವಿಮಾನಗಳ ಲ್ಯಾಂಡಿಂಗ್ ಮತ್ತು ಟೇಕ್-ಆಫ್ ಮಾಡಲು ಭಾರತೀಯ ವಾಯುಪಡೆಯ ಸಹಯೋಗದೊಂದಿಗೆ ವಿಶೇಷವಾಗಿ ವಿನ್ಯಾಸಗೊಳಿಸಿ ನಿರ್ಮಿಸಲಾಗಿದೆ.	[334, 499, 611, 555]
story1-headline: ಹೆದ್ದಾರಿಯಲ್ಲಿ ತುರ್ತು ರನ್‌ವೇ	[30, 121, 1123, 237]
story4-col3-p1: ಆರೋಗ್ಯ ಮಂತ್ರಿಗಳ ಕಾರ್ಯ ಇದುವರೆಗೆ ಬೇಡಿಕೆ ಈಡೇರಿಸಿಲ್ಲ. ಈ ಹಿನ್ನೆಲೆಯಲ್ಲಿ ನಮ್ಮ ಸಂಘ ಸರ್ಕಾರಕ್ಕೆ ಹಲವು ಬಾರಿ ಮನವಿ ಮಾಡಿದರೂ ಸ್ಪಂದಿಸಿಲ್ಲ ಎಂದು ಸಂಘದ ಅಧ್ಯಕ್ಷ ಡಾ ರವೀಂದ್ರನಾಥ್ ಮೇಟಿ ಹೇಳಿದರು.	[667, 1764, 1123, 1794]
story5-byline: ಪ್ರಜಾ ನಾಯಕ ಬೆಂಗಳೂರು	[1143, 1431, 1254, 1446]
story1-col1	[30, 284, 319, 868]
divider-story1	[23, 872, 1494, 874]
story3-col1-p3: ಆರ್‌ಎಸ್‌ಎಸ್ ಮತ್ತು ಬಿಜೆಪಿಯವರಿಗೆ ಇದ್ದದ್ದು ಇದ್ದಂಗೆ ಮಾತನಾಡಿದರೆ ನಮ್ಮೆಲ್ಲರನ್ನು ಶತ್ರುಗಳ ರೀತಿ ನೋಡುತ್ತಾರೆ ಎಂದು ಹೇಳಿದರು. ಆದರೆ ಬಿಜೆಪಿಯವರಿಗೆ ನಾವು ಹೆದರುವುದಿಲ್ಲ ಎಂದು ಹೇಳಿದರು.	[1142, 1177, 1479, 1233]
story6-col1-p3: ಗ್ಯಾರಂಟಿಗಳ ಜಾರಿಗೆ ನಂತರ ರಾಜ್ಯದ	[53, 2178, 198, 2193]
story2-photo-portrait	[315, 952, 573, 1157]
story1-col2-p2: ತುರ್ತು ಪ್ರತಿಕ್ರಿಯೆ ನಿರ್ಣಾಯಕ ಆಸ್ತಿಯಾಗಿ ಕಾರ್ಯನಿರ್ವಹಿಸುತ್ತದೆ, ನೈಸರ್ಗಿಕ ವಿಕೋಪಗಳು ಅಥವಾ ಈಶಾನ್ಯದಲ್ಲಿ ಕಾರ್ಯತಂತ್ರದ ಅವಶ್ಯಕತೆಗಳ ಸಮಯದಲ್ಲಿ ರಕ್ಷಣಾ ಮತ್ತು ಪರಿಹಾರ ಕಾರ್ಯಾಚರಣೆಗಳನ್ನು ತ್ವರಿತವಾಗಿ ನಿಯೋಜಿಸಲು ಅನುವು ಮಾಡಿಕೊಡುತ್ತದೆ.	[334, 564, 611, 661]
story1-col5-p4: ಭೂಕಂಪಪ್ರವಣ ಪ್ರದೇಶವಾಗಿರುವುದರಿಂದ ಸೇತುವೆಯಲ್ಲಿ ಫ್ರಿಕ್ಷನ್ ಪೆಂಡುಲಮ್ ಬೇರಿಂಗ್ ಆಧಾರಿತ ಬೇಸ್ ಐಸೋಲೇಶನ್ ತಂತ್ರಜ್ಞಾನ ಅಳವಡಿಸಲಾಗಿದೆ. ಜೊತೆಗೆ ಹೈ-ಪರ್ಫಾರ್ಮೆನ್ಸ್ ಸ್ಟೇ ಕೇಬಲ್‌ಗಳು ಮತ್ತು ಬ್ರಿಡ್ಜ್ ಹೆಲ್ತ್ ಮಾನಿಟರಿಂಗ್ ವ್ಯವಸ್ಥೆಯನ್ನು ಹೊಂದಿದೆ. ಈ ಸೇತುವೆ ಸಂಚಾರ ಸಮಯವನ್ನು ಸುಮಾರು 7 ನಿಮಿಷಗಳಿಗೆ ಇಳಿಸುವ ನಿರೀಕ್ಷೆ ಇದೆ.	[1198, 565, 1490, 683]
demand-item: • ಜಿಲ್ಲಾಪತ್ರೆ ಸ್ಥಾಪಿತ ಸಂಸ್ಥೆ ಹುದ್ದೆಗಳು.	[676, 1582, 1114, 1597]
story6-photo-event	[334, 1873, 891, 2158]
registration-marks-left	[30, 2381, 103, 2398]
